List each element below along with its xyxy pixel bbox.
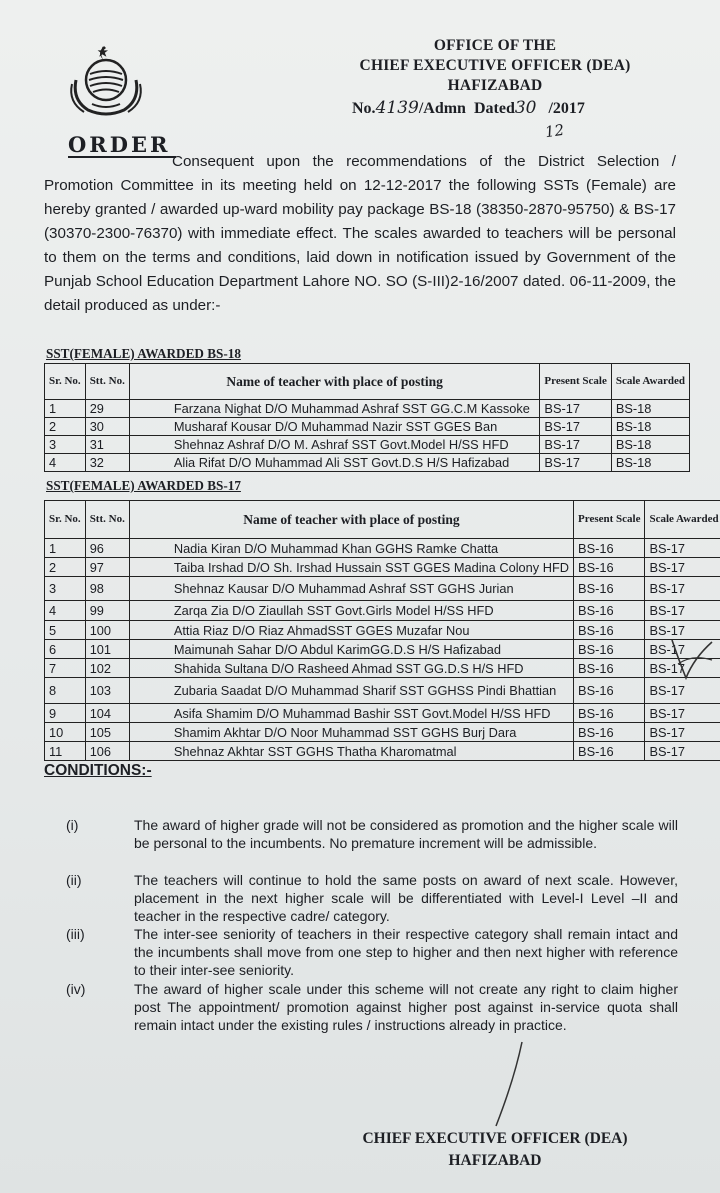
cell-sr: 9: [45, 704, 86, 723]
col-header-stt: Stt. No.: [85, 501, 129, 539]
cell-sr: 3: [45, 577, 86, 601]
cell-teacher-name: Taiba Irshad D/O Sh. Irshad Hussain SST GGES Madina Colony HFD: [129, 558, 573, 577]
table-row: [45, 539, 720, 558]
cell-teacher-name: Zubaria Saadat D/O Muhammad Sharif SST GGHSS Pindi Bhattian: [129, 678, 573, 704]
cell-teacher-name: Shamim Akhtar D/O Noor Muhammad SST GGHS Burj Dara: [129, 723, 573, 742]
condition-item: [66, 980, 678, 1034]
conditions-title: CONDITIONS:-: [44, 762, 152, 779]
cell-teacher-name: Maimunah Sahar D/O Abdul KarimGG.D.S H/S Hafizabad: [129, 640, 573, 659]
cell-present-scale: BS-16: [574, 539, 645, 558]
table-row: [45, 742, 720, 761]
table-header-row: [45, 501, 720, 539]
cell-stt: 103: [85, 678, 129, 704]
section-title-bs18: [46, 346, 241, 362]
col-header-present: Present Scale: [574, 501, 645, 539]
condition-number: (iv): [66, 981, 86, 997]
cell-scale-awarded: BS-17: [645, 723, 720, 742]
office-line-2: CHIEF EXECUTIVE OFFICER (DEA): [359, 57, 631, 74]
cell-present-scale: BS-17: [540, 436, 611, 454]
cell-scale-awarded: BS-18: [611, 418, 689, 436]
cell-present-scale: BS-17: [540, 400, 611, 418]
cell-sr: 2: [45, 558, 86, 577]
cell-stt: 100: [85, 621, 129, 640]
cell-sr: 11: [45, 742, 86, 761]
cell-present-scale: BS-16: [574, 640, 645, 659]
ref-no-label: No.: [352, 100, 376, 117]
cell-teacher-name: Shehnaz Kausar D/O Muhammad Ashraf SST GGHS Jurian: [129, 577, 573, 601]
cell-teacher-name: Attia Riaz D/O Riaz AhmadSST GGES Muzafar Nou: [129, 621, 573, 640]
table-row: [45, 601, 720, 621]
cell-scale-awarded: BS-18: [611, 436, 689, 454]
cell-present-scale: BS-16: [574, 601, 645, 621]
cell-sr: 2: [45, 418, 86, 436]
section-title-bs17-text: SST(FEMALE) AWARDED BS-17: [46, 478, 241, 493]
table-row: [45, 454, 690, 472]
condition-item: [66, 871, 678, 925]
cell-sr: 6: [45, 640, 86, 659]
intro-paragraph-text: Consequent upon the recommendations of the District Selection / Promotion Committee in its meeting held on 12-12-2017 the following SSTs (Female) are hereby granted / awarded up-ward mobility pay package BS-18 (38350-2870-95750) & BS-17 (30370-2300-76370) with immediate effect. The scales awarded to teachers will be personal to them on the terms and conditions, laid down in notification issued by Government of the Punjab School Education Department Lahore NO. SO (S-III)2-16/2007 dated. 06-11-2009, the detail produced as under:-: [44, 153, 676, 314]
cell-stt: 29: [85, 400, 129, 418]
cell-scale-awarded: BS-17: [645, 678, 720, 704]
cell-stt: 97: [85, 558, 129, 577]
signatory-line-1: CHIEF EXECUTIVE OFFICER (DEA): [362, 1130, 628, 1147]
cell-scale-awarded: BS-17: [645, 640, 720, 659]
condition-text: The award of higher scale under this scheme will not create any right to claim higher post The appointment/ promotion against higher post against in-service quota shall remain intact under the existing rules / instructions already in practice.: [134, 981, 678, 1033]
cell-stt: 96: [85, 539, 129, 558]
cell-scale-awarded: BS-17: [645, 601, 720, 621]
cell-stt: 104: [85, 704, 129, 723]
cell-present-scale: BS-16: [574, 704, 645, 723]
cell-teacher-name: Zarqa Zia D/O Ziaullah SST Govt.Girls Model H/SS HFD: [129, 601, 573, 621]
section-title-bs18-text: SST(FEMALE) AWARDED BS-18: [46, 346, 241, 361]
cell-teacher-name: Asifa Shamim D/O Muhammad Bashir SST Govt.Model H/SS HFD: [129, 704, 573, 723]
col-header-sr: Sr. No.: [45, 501, 86, 539]
cell-sr: 10: [45, 723, 86, 742]
signatory-block: [360, 1128, 630, 1172]
table-header-row: [45, 364, 690, 400]
cell-teacher-name: Shehnaz Ashraf D/O M. Ashraf SST Govt.Model H/SS HFD: [129, 436, 540, 454]
condition-text: The award of higher grade will not be considered as promotion and the higher scale will be personal to the incumbents. No premature increment will be admissible.: [134, 817, 678, 851]
cell-stt: 102: [85, 659, 129, 678]
condition-number: (iii): [66, 926, 85, 942]
cell-teacher-name: Farzana Nighat D/O Muhammad Ashraf SST GG.C.M Kassoke: [129, 400, 540, 418]
condition-item: [66, 816, 678, 852]
cell-scale-awarded: BS-17: [645, 558, 720, 577]
cell-scale-awarded: BS-17: [645, 621, 720, 640]
cell-teacher-name: Musharaf Kousar D/O Muhammad Nazir SST GGES Ban: [129, 418, 540, 436]
order-title: ORDER: [68, 132, 171, 157]
cell-stt: 105: [85, 723, 129, 742]
signature-stroke: [488, 1040, 528, 1130]
cell-present-scale: BS-16: [574, 659, 645, 678]
table-row: [45, 659, 720, 678]
cell-present-scale: BS-16: [574, 621, 645, 640]
col-header-sr: Sr. No.: [45, 364, 86, 400]
cell-sr: 1: [45, 539, 86, 558]
table-row: [45, 704, 720, 723]
cell-teacher-name: Nadia Kiran D/O Muhammad Khan GGHS Ramke Chatta: [129, 539, 573, 558]
cell-sr: 3: [45, 436, 86, 454]
table-row: [45, 723, 720, 742]
dated-label: Dated: [473, 100, 515, 117]
cell-scale-awarded: BS-17: [645, 659, 720, 678]
cell-sr: 8: [45, 678, 86, 704]
table-bs17: [44, 500, 720, 761]
cell-present-scale: BS-17: [540, 418, 611, 436]
office-line-3: HAFIZABAD: [447, 77, 543, 94]
condition-item: [66, 925, 678, 979]
cell-sr: 4: [45, 454, 86, 472]
cell-present-scale: BS-17: [540, 454, 611, 472]
cell-scale-awarded: BS-18: [611, 454, 689, 472]
cell-stt: 30: [85, 418, 129, 436]
col-header-stt: Stt. No.: [85, 364, 129, 400]
col-header-name: Name of teacher with place of posting: [129, 501, 573, 539]
cell-present-scale: BS-16: [574, 577, 645, 601]
ref-no-handwritten: 4139: [375, 98, 419, 118]
table-row: [45, 558, 720, 577]
cell-stt: 98: [85, 577, 129, 601]
col-header-awarded: Scale Awarded: [645, 501, 720, 539]
table-row: [45, 678, 720, 704]
cell-sr: 1: [45, 400, 86, 418]
table-row: [45, 577, 720, 601]
col-header-awarded: Scale Awarded: [611, 364, 689, 400]
cell-present-scale: BS-16: [574, 678, 645, 704]
condition-number: (i): [66, 817, 79, 833]
cell-stt: 32: [85, 454, 129, 472]
reference-line: [352, 98, 585, 118]
ref-admn: /Admn: [418, 100, 466, 117]
intro-paragraph: [44, 150, 676, 318]
punjab-government-emblem-logo: [62, 40, 150, 118]
cell-sr: 5: [45, 621, 86, 640]
section-title-bs17: [46, 478, 241, 494]
cell-scale-awarded: BS-18: [611, 400, 689, 418]
dated-year: /2017: [548, 100, 585, 117]
cell-stt: 106: [85, 742, 129, 761]
cell-teacher-name: Alia Rifat D/O Muhammad Ali SST Govt.D.S H/S Hafizabad: [129, 454, 540, 472]
condition-text: The teachers will continue to hold the same posts on award of next scale. However, placement in the next higher scale will be differentiated with Level-I Level –II and teacher in the respective cadre/ category.: [134, 872, 678, 924]
signatory-line-2: HAFIZABAD: [448, 1152, 542, 1169]
cell-stt: 99: [85, 601, 129, 621]
table-row: [45, 621, 720, 640]
dated-month-handwritten: 12: [543, 120, 566, 142]
issuing-office: [330, 36, 660, 96]
cell-teacher-name: Shahida Sultana D/O Rasheed Ahmad SST GG.D.S H/S HFD: [129, 659, 573, 678]
office-line-1: OFFICE OF THE: [433, 37, 557, 54]
cell-stt: 31: [85, 436, 129, 454]
table-row: [45, 418, 690, 436]
cell-present-scale: BS-16: [574, 742, 645, 761]
condition-number: (ii): [66, 872, 82, 888]
cell-scale-awarded: BS-17: [645, 742, 720, 761]
cell-scale-awarded: BS-17: [645, 577, 720, 601]
cell-sr: 4: [45, 601, 86, 621]
table-row: [45, 640, 720, 659]
table-bs18: [44, 363, 690, 472]
table-row: [45, 436, 690, 454]
col-header-present: Present Scale: [540, 364, 611, 400]
cell-scale-awarded: BS-17: [645, 539, 720, 558]
cell-scale-awarded: BS-17: [645, 704, 720, 723]
dated-day-handwritten: 30: [514, 98, 537, 118]
cell-stt: 101: [85, 640, 129, 659]
condition-text: The inter-see seniority of teachers in their respective category shall remain intact and the incumbents shall move from one step to higher and then next higher with reference to their inter-see seniority.: [134, 926, 678, 978]
col-header-name: Name of teacher with place of posting: [129, 364, 540, 400]
cell-teacher-name: Shehnaz Akhtar SST GGHS Thatha Kharomatmal: [129, 742, 573, 761]
cell-sr: 7: [45, 659, 86, 678]
cell-present-scale: BS-16: [574, 723, 645, 742]
handwritten-tick-mark: [668, 634, 716, 684]
table-row: [45, 400, 690, 418]
cell-present-scale: BS-16: [574, 558, 645, 577]
